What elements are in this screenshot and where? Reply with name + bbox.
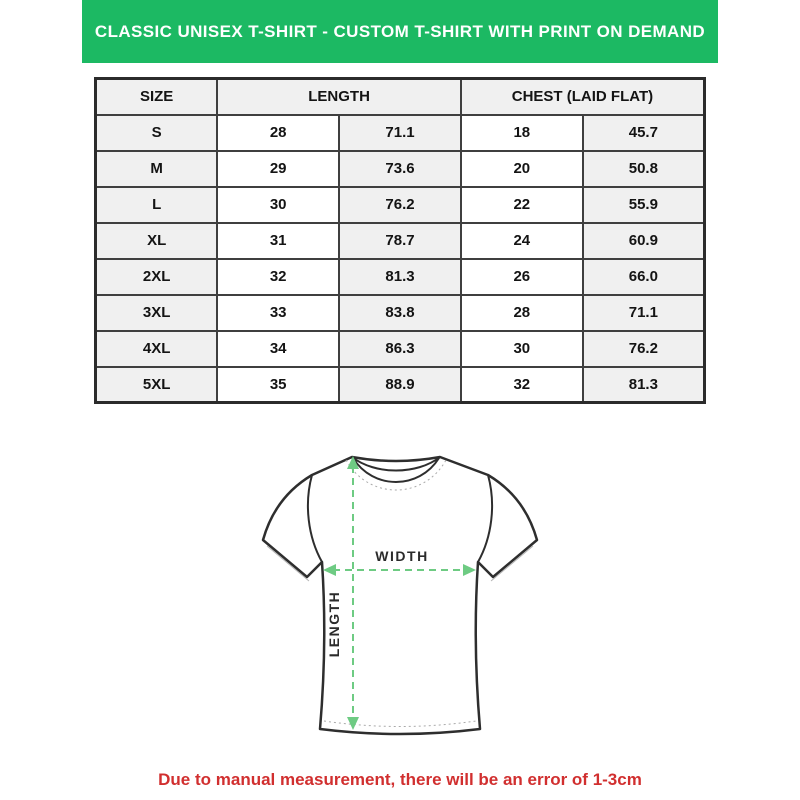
cell-chest-cm: 50.8 bbox=[583, 151, 705, 187]
cell-size: 2XL bbox=[96, 259, 218, 295]
cell-size: L bbox=[96, 187, 218, 223]
column-header-size: SIZE bbox=[96, 79, 218, 115]
cell-chest-in: 24 bbox=[461, 223, 583, 259]
cell-length-in: 34 bbox=[217, 331, 339, 367]
cell-length-in: 35 bbox=[217, 367, 339, 403]
size-table-container bbox=[94, 77, 706, 404]
cell-length-cm: 81.3 bbox=[339, 259, 461, 295]
column-header-chest: CHEST (LAID FLAT) bbox=[461, 79, 705, 115]
banner bbox=[82, 0, 718, 63]
cell-chest-cm: 76.2 bbox=[583, 331, 705, 367]
cell-length-cm: 73.6 bbox=[339, 151, 461, 187]
length-label: LENGTH bbox=[326, 590, 342, 658]
size-table bbox=[94, 77, 706, 404]
table-row bbox=[96, 223, 705, 259]
tshirt-svg bbox=[240, 442, 560, 764]
cell-size: 5XL bbox=[96, 367, 218, 403]
measurement-note: Due to manual measurement, there will be an error of 1-3cm bbox=[158, 770, 642, 789]
table-row bbox=[96, 331, 705, 367]
table-row bbox=[96, 367, 705, 403]
table-row bbox=[96, 115, 705, 151]
cell-chest-in: 32 bbox=[461, 367, 583, 403]
cell-length-in: 33 bbox=[217, 295, 339, 331]
cell-chest-cm: 81.3 bbox=[583, 367, 705, 403]
cell-length-in: 32 bbox=[217, 259, 339, 295]
cell-size: S bbox=[96, 115, 218, 151]
cell-length-cm: 71.1 bbox=[339, 115, 461, 151]
cell-length-in: 28 bbox=[217, 115, 339, 151]
table-row bbox=[96, 295, 705, 331]
cell-chest-in: 30 bbox=[461, 331, 583, 367]
cell-length-cm: 76.2 bbox=[339, 187, 461, 223]
cell-size: XL bbox=[96, 223, 218, 259]
width-label: WIDTH bbox=[375, 548, 429, 564]
table-header-row bbox=[96, 79, 705, 115]
product-title: CLASSIC UNISEX T-SHIRT - CUSTOM T-SHIRT WITH PRINT ON DEMAND bbox=[94, 21, 706, 41]
cell-size: 3XL bbox=[96, 295, 218, 331]
tshirt-diagram bbox=[240, 442, 560, 764]
table-row bbox=[96, 259, 705, 295]
table-row bbox=[96, 187, 705, 223]
cell-chest-cm: 45.7 bbox=[583, 115, 705, 151]
cell-chest-cm: 60.9 bbox=[583, 223, 705, 259]
cell-size: M bbox=[96, 151, 218, 187]
cell-size: 4XL bbox=[96, 331, 218, 367]
table-row bbox=[96, 151, 705, 187]
column-header-length: LENGTH bbox=[217, 79, 461, 115]
cell-chest-in: 20 bbox=[461, 151, 583, 187]
cell-length-in: 29 bbox=[217, 151, 339, 187]
cell-chest-in: 22 bbox=[461, 187, 583, 223]
cell-length-cm: 83.8 bbox=[339, 295, 461, 331]
cell-chest-in: 18 bbox=[461, 115, 583, 151]
cell-length-in: 31 bbox=[217, 223, 339, 259]
cell-chest-in: 26 bbox=[461, 259, 583, 295]
cell-length-cm: 78.7 bbox=[339, 223, 461, 259]
cell-chest-cm: 71.1 bbox=[583, 295, 705, 331]
cell-chest-cm: 55.9 bbox=[583, 187, 705, 223]
cell-length-cm: 88.9 bbox=[339, 367, 461, 403]
tshirt-outline bbox=[263, 457, 537, 734]
cell-chest-cm: 66.0 bbox=[583, 259, 705, 295]
cell-length-cm: 86.3 bbox=[339, 331, 461, 367]
cell-length-in: 30 bbox=[217, 187, 339, 223]
cell-chest-in: 28 bbox=[461, 295, 583, 331]
